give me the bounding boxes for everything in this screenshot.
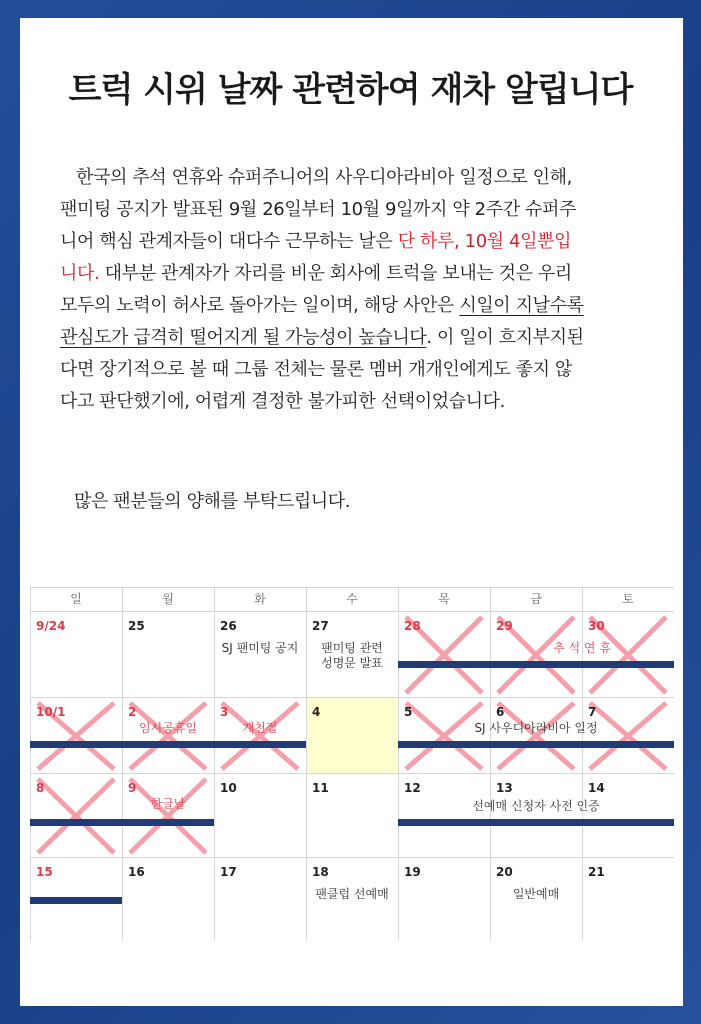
day-number: 3 [220,705,229,719]
underlined-text: 관심도가 급격히 떨어지게 될 가능성이 높습니다 [60,327,427,348]
day-event: SJ 팬미팅 공지 [221,641,299,655]
closing-text: 많은 팬분들의 양해를 부탁드립니다. [74,491,351,512]
notice-body [60,162,660,418]
date-range-bar [30,897,122,904]
day-number: 26 [220,619,237,633]
day-number: 9/24 [36,619,66,633]
body-line: 니어 핵심 관계자들이 대다수 근무하는 날은 [60,231,398,252]
body-line: . 이 일이 흐지부지된 [426,327,584,348]
emphasis-text: 니다. [60,263,100,284]
day-number: 28 [404,619,421,633]
weekday-label: 토 [622,592,634,606]
date-range-bar [30,741,306,748]
notice-title: 트럭 시위 날짜 관련하여 재차 알립니다 [68,70,633,110]
body-line: 모두의 노력이 허사로 돌아가는 일이며, 해당 사안은 [60,295,460,316]
calendar [30,587,674,940]
underlined-text: 시일이 지날수록 [459,295,584,316]
day-event: 팬미팅 관련 성명문 발표 [321,641,383,670]
day-number: 29 [496,619,513,633]
day-number: 10 [220,781,237,795]
range-event: 선예매 신청자 사전 인증 [472,799,600,813]
day-number: 30 [588,619,605,633]
day-number: 14 [588,781,605,795]
day-number: 4 [312,705,321,719]
weekday-label: 월 [162,592,174,606]
day-number: 21 [588,865,605,879]
day-number: 18 [312,865,329,879]
day-event: 개천절 [242,721,278,735]
body-line: 대부분 관계자가 자리를 비운 회사에 트럭을 보내는 것은 우리 [99,263,572,284]
day-number: 20 [496,865,513,879]
day-number: 5 [404,705,413,719]
body-line: 다면 장기적으로 볼 때 그룹 전체는 물론 멤버 개개인에게도 좋지 않 [60,359,572,380]
weekday-label: 수 [346,592,358,606]
body-line: 팬미팅 공지가 발표된 9월 26일부터 10월 9일까지 약 2주간 슈퍼주 [60,199,576,220]
day-event: 팬클럽 선예매 [315,887,389,901]
day-event: 일반예매 [512,887,560,901]
range-event: 추 석 연 휴 [553,641,611,655]
day-number: 19 [404,865,421,879]
day-number: 27 [312,619,329,633]
day-number: 9 [128,781,137,795]
day-number: 12 [404,781,421,795]
day-number: 6 [496,705,505,719]
weekday-label: 일 [70,592,82,606]
day-number: 25 [128,619,145,633]
date-range-bar [398,661,674,668]
body-line: 한국의 추석 연휴와 슈퍼주니어의 사우디아라비아 일정으로 인해, [76,167,572,188]
emphasis-text: 단 하루, 10월 4일뿐입 [397,231,572,252]
day-event: 임시공휴일 [139,721,197,735]
date-range-bar [398,741,674,748]
weekday-label: 금 [530,592,542,606]
day-event: 한글날 [150,797,186,811]
body-line: 다고 판단했기에, 어렵게 결정한 불가피한 선택이었습니다. [60,391,505,412]
day-number: 17 [220,865,237,879]
day-number: 10/1 [36,705,66,719]
day-number: 13 [496,781,513,795]
day-number: 8 [36,781,45,795]
date-range-bar [30,819,214,826]
day-number: 2 [128,705,137,719]
day-number: 7 [588,705,597,719]
weekday-label: 목 [438,592,450,606]
day-number: 11 [312,781,329,795]
range-event: SJ 사우디아라비아 일정 [474,721,598,735]
day-number: 16 [128,865,145,879]
weekday-label: 화 [254,592,266,606]
day-number: 15 [36,865,53,879]
date-range-bar [398,819,674,826]
